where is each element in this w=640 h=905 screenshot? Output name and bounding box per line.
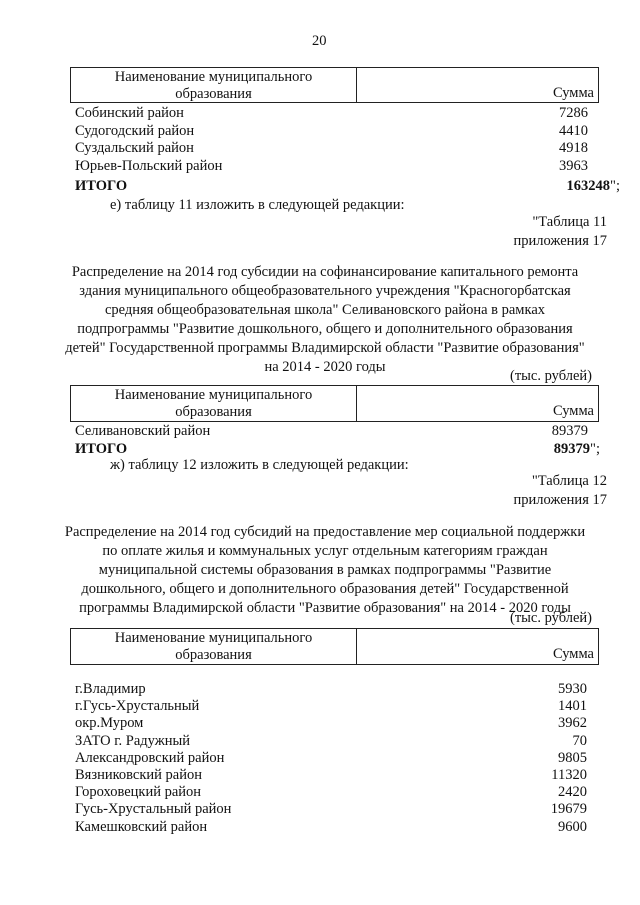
row-value: 4410 — [559, 122, 588, 139]
table-row — [75, 680, 587, 698]
table-row — [75, 818, 587, 836]
table10-total-row — [75, 177, 620, 195]
unit-label: (тыс. рублей) — [510, 368, 592, 384]
row-value: 7286 — [559, 105, 588, 121]
row-value: 4918 — [559, 140, 588, 156]
page-number: 20 — [312, 33, 327, 49]
row-value: 9600 — [558, 818, 587, 835]
row-name: Гороховецкий район — [75, 784, 202, 801]
total-value: 163248 — [566, 178, 611, 194]
table11-title: Распределение на 2014 год субсидии на софинансирование капитального ремонта здания муниципального общеобразовательного учреждения "Красногорбатская средняя общеобразовательная школа" Селивановского района в рамках подпрограммы "Развитие дошкольного, общего и дополнительного образования детей" Государственной программы Владимирской области "Развитие образования" на 2014 - 2020 годы — [65, 264, 585, 375]
item-zh-text: ж) таблицу 12 изложить в следующей редакции: — [110, 457, 409, 473]
table11-label-line2: приложения 17 — [513, 233, 607, 249]
column-header-sum: Сумма — [552, 646, 594, 662]
row-value: 19679 — [550, 801, 587, 818]
table-row — [75, 766, 587, 784]
total-value: 89379 — [553, 441, 591, 457]
row-name: Александровский район — [75, 749, 225, 766]
row-name: окр.Муром — [75, 715, 144, 732]
column-header-sum: Сумма — [552, 403, 594, 419]
column-header-name: Наименование муниципального образования — [114, 69, 313, 102]
table-row — [75, 714, 587, 732]
table-row — [75, 697, 587, 715]
table12-label-line1: "Таблица 12 — [531, 473, 607, 489]
table-row — [75, 157, 588, 175]
table-row — [75, 139, 588, 157]
row-value: 11320 — [551, 767, 587, 783]
column-header-name: Наименование муниципального образования — [114, 630, 313, 663]
row-name: Селивановский район — [75, 423, 211, 439]
table10-header — [70, 67, 599, 103]
row-value: 9805 — [558, 749, 587, 766]
table11-label-line1: "Таблица 11 — [532, 214, 607, 230]
row-name: Судогодский район — [75, 122, 195, 139]
table-row — [75, 732, 587, 750]
row-value: 3963 — [559, 157, 588, 174]
table-row — [75, 800, 587, 818]
row-value: 70 — [572, 732, 587, 749]
row-value: 3962 — [558, 715, 587, 732]
table12-label-line2: приложения 17 — [513, 492, 607, 508]
table-row — [75, 783, 587, 801]
row-name: г.Владимир — [75, 681, 146, 697]
row-value: 89379 — [551, 423, 588, 439]
row-name: ЗАТО г. Радужный — [75, 732, 191, 749]
row-name: Гусь-Хрустальный район — [75, 801, 232, 818]
column-header-name: Наименование муниципального образования — [114, 387, 313, 420]
row-value: 2420 — [558, 784, 587, 801]
row-name: Собинский район — [75, 105, 184, 121]
table12-header — [70, 628, 599, 665]
table-row — [75, 104, 588, 122]
item-e-text: е) таблицу 11 изложить в следующей редакции: — [110, 197, 405, 213]
row-name: Вязниковский район — [75, 767, 202, 783]
row-name: г.Гусь-Хрустальный — [75, 698, 200, 715]
row-value: 5930 — [558, 681, 587, 697]
row-name: Юрьев-Польский район — [75, 157, 223, 174]
table12-label — [514, 472, 607, 510]
table11-header — [70, 385, 599, 422]
table11-label — [514, 213, 607, 251]
unit-label: (тыс. рублей) — [510, 610, 592, 626]
table-row — [75, 749, 587, 767]
closing-quote: "; — [590, 441, 600, 457]
row-value: 1401 — [558, 698, 587, 715]
table-row — [75, 422, 588, 440]
column-header-sum: Сумма — [552, 85, 594, 101]
row-name: Камешковский район — [75, 818, 208, 835]
table12-title: Распределение на 2014 год субсидий на предоставление мер социальной поддержки по оплате жилья и коммунальных услуг отдельным категориям граждан муниципальной системы образования в рамках подпрограммы "Развитие дошкольного, общего и дополнительного образования детей" Государственной программы Владимирской области "Развитие образования" на 2014 - 2020 годы — [64, 524, 586, 616]
total-label: ИТОГО — [75, 441, 128, 457]
table11-total-row — [75, 440, 600, 458]
table-row — [75, 122, 588, 140]
closing-quote: "; — [610, 178, 620, 194]
row-name: Суздальский район — [75, 140, 194, 156]
total-label: ИТОГО — [75, 178, 128, 194]
